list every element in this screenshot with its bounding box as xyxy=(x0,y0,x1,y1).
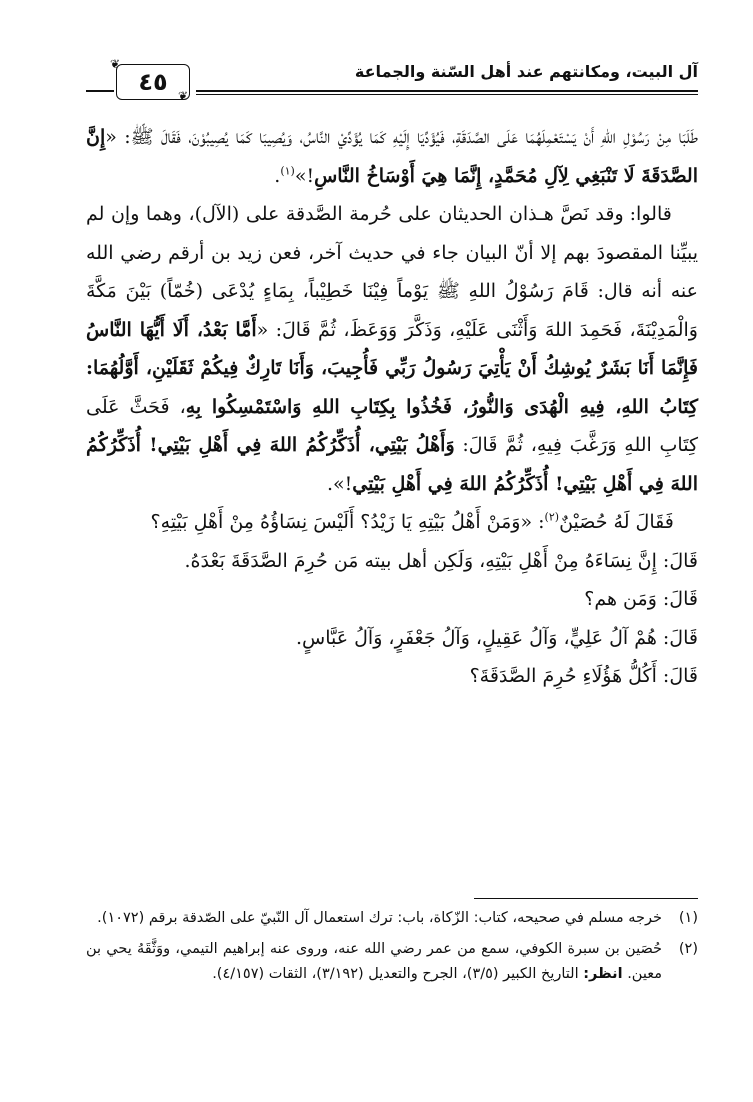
text-run: : «وَمَنْ أَهْلُ بَيْتِهِ يَا زَيْدُ؟ أَلَيْسَ نِسَاؤُهُ مِنْ أَهْلِ بَيْتِهِ؟ xyxy=(150,511,545,533)
page-number: ٤٥ xyxy=(138,68,168,96)
floral-ornament-icon: ❦ xyxy=(110,57,121,71)
running-title: آل البيت، ومكانتهم عند أهل السّنة والجماعة xyxy=(354,62,698,81)
header-left-rule xyxy=(86,90,114,92)
text-run: فَقَالَ لَهُ حُصَيْنٌ xyxy=(559,511,674,533)
hadith-quote: وَأَهْلُ بَيْتِي، أُذَكِّرُكُمُ اللهَ فِي أَهْلِ بَيْتِي! أُذَكِّرُكُمُ اللهَ فِي أَهْلِ بَيْتِي! أُذَكِّرُكُمُ اللهَ فِي أَهْلِ بَيْتِي xyxy=(86,434,698,495)
footnote-text: خرجه مسلم في صحيحه، كتاب: الزّكاة، باب: ترك استعمال آل النّبيّ على الصّدقة برقم (١٠٧٢). xyxy=(97,910,662,926)
hadith-quote: إِنَّ الصَّدَقَةَ لَا تَنْبَغِي لِآلِ مُحَمَّدٍ، إِنَّمَا هِيَ أَوْسَاخُ النَّاسِ xyxy=(86,126,698,187)
floral-ornament-icon: ❦ xyxy=(178,89,189,103)
footnote-text xyxy=(86,937,662,987)
paragraph-1 xyxy=(86,118,698,195)
header-rule xyxy=(196,90,698,92)
footnote-1 xyxy=(86,906,698,931)
text-run: حُصَين بن سبرة الكوفي، سمع من عمر رضي الله عنه، وروى عنه إبراهيم التيمي، ووَثَّقَهُ يحي بن معين. xyxy=(86,941,662,982)
paragraph-7: قَالَ: أَكُلُّ هَؤُلَاءِ حُرِمَ الصَّدَقَةَ؟ xyxy=(469,665,698,687)
paragraph-6: قَالَ: هُمْ آلُ عَلِيٍّ، وَآلُ عَقِيلٍ، وَآلُ جَعْفَرٍ، وَآلُ عَبَّاسٍ. xyxy=(296,626,698,649)
footnote-separator xyxy=(474,898,698,899)
text-run: . xyxy=(274,164,281,187)
footnote-number: (٢) xyxy=(678,941,698,957)
text-run: قالوا: وقد نَصَّ هـذان الحديثان على حُرمة الصَّدقة على (الآل)، وهما وإن لم يبيِّنا المقصودَ بهم إلا أنّ البيان جاء في حديث آخر، فعن زيد بن أرقم رضي الله عنه أنه قال: قَامَ رَسُوْلُ اللهِ ﷺ يَوْماً فِيْنَا خَطِيْباً، بِمَاءٍ يُدْعَى (خُمّاً) بَيْنَ مَكَّةَ وَالْمَدِيْنَةَ، فَحَمِدَ اللهَ وَأَثْنَى عَلَيْهِ، وَذَكَّرَ وَوَعَظَ، ثُمَّ قَالَ: « xyxy=(86,203,698,341)
main-text xyxy=(86,118,698,696)
hadith-quote: أَمَّا بَعْدُ، أَلَا أَيُّهَا النَّاسُ فَإِنَّمَا أَنَا بَشَرٌ يُوشِكُ أَنْ يَأْتِيَ رَسُولُ رَبِّي فَأُجِيبَ، وَأَنَا تَارِكٌ فِيكُمْ ثَقَلَيْنِ، أَوَّلُهُمَا: كِتَابُ اللهِ، فِيهِ الْهُدَى وَالنُّورُ، فَخُذُوا بِكِتَابِ اللهِ وَاسْتَمْسِكُوا بِهِ xyxy=(86,318,698,418)
page-header xyxy=(86,57,698,104)
footnote-number: (١) xyxy=(678,910,698,926)
text-run: ، فَحَثَّ عَلَى كِتَابِ اللهِ وَرَغَّبَ فِيهِ، ثُمَّ قَالَ: xyxy=(86,395,699,456)
text-run: طَلَبَا مِنْ رَسُوْلِ اللهِ أَنْ يَسْتَعْمِلَهُمَا عَلَى الصَّدَقَةِ، فَيُؤَدِّيَا إِلَيْهِ كَمَا يُؤَدِّيْ النَّاسُ، وَيُصِيبَا كَمَا يُصِيبُوْنَ، فَقَالَ ﷺ: « xyxy=(105,126,698,148)
footnote-2 xyxy=(86,937,698,987)
header-rule-thin xyxy=(196,94,698,95)
see-label: انظر: xyxy=(583,966,623,982)
paragraph-4: قَالَ: إِنَّ نِسَاءَهُ مِنْ أَهْلِ بَيْتِهِ، وَلَكِن أهل بيته مَن حُرِمَ الصَّدَقَةَ بَعْدَهُ. xyxy=(184,549,698,572)
text-run: !» xyxy=(294,164,315,187)
footnote-ref: (٢) xyxy=(544,510,560,524)
paragraph-3 xyxy=(86,503,698,542)
footnotes xyxy=(86,906,698,993)
text-run: التاريخ الكبير (٣/٥)، الجرح والتعديل (٣/١٩٢)، الثقات (٤/١٥٧). xyxy=(212,966,584,982)
paragraph-2 xyxy=(86,195,698,503)
paragraph-5: قَالَ: وَمَن هم؟ xyxy=(584,588,698,610)
text-run: !». xyxy=(326,472,353,495)
footnote-ref: (١) xyxy=(280,164,295,178)
